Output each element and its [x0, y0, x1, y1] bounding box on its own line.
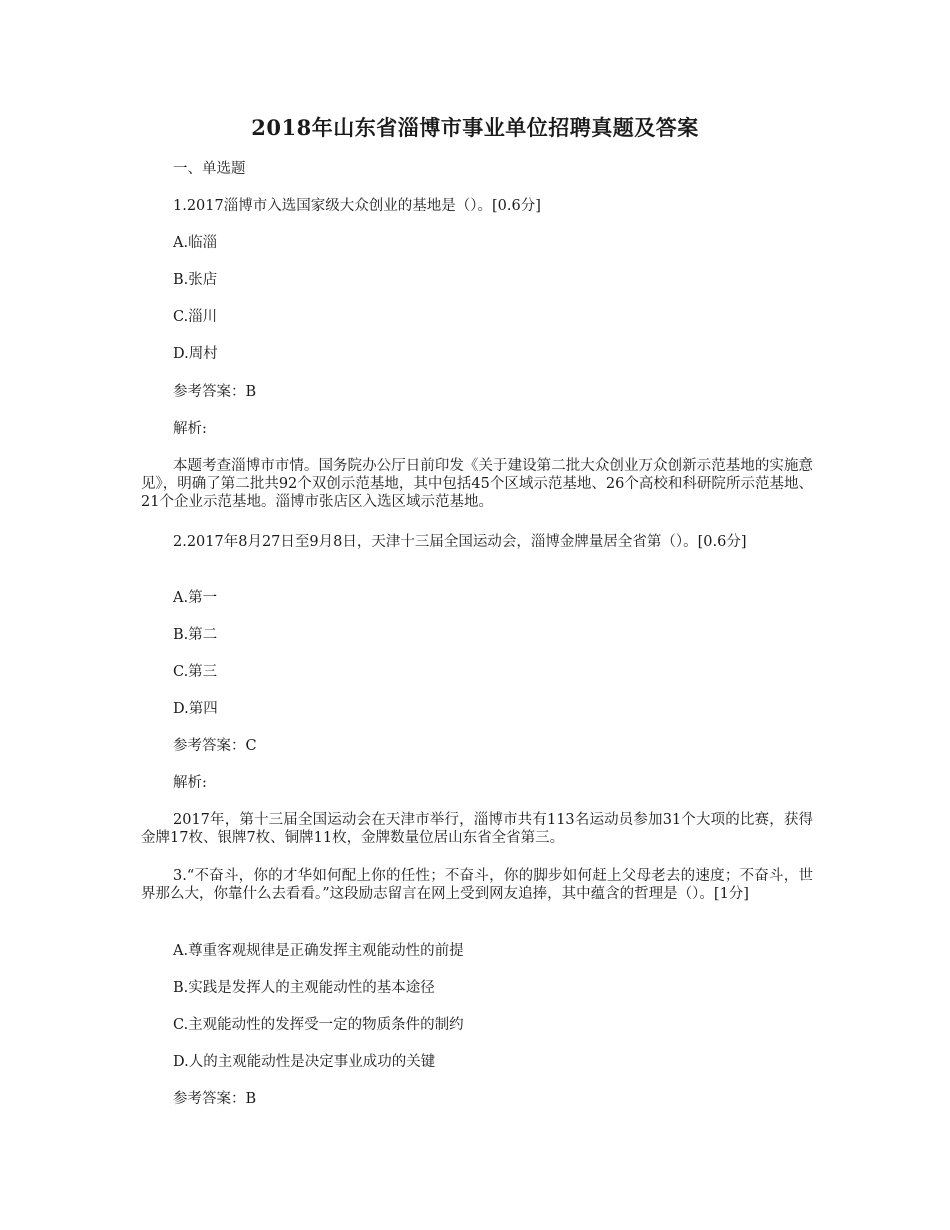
question-3-option-c: C.主观能动性的发挥受一定的物质条件的制约	[173, 1017, 464, 1033]
question-2-analysis: 2017年，第十三届全国运动会在天津市举行，淄博市共有113名运动员参加31个大项的比赛，获得金牌17枚、银牌7枚、铜牌11枚，金牌数量位居山东省全省第三。	[141, 812, 813, 846]
question-3-stem: 3.“不奋斗，你的才华如何配上你的任性；不奋斗，你的脚步如何赶上父母老去的速度；不奋斗，世界那么大，你靠什么去看看。”这段励志留言在网上受到网友追捧，其中蕴含的哲理是（）。[1分]	[141, 868, 813, 902]
question-2-answer: 参考答案：C	[173, 738, 257, 754]
question-1-option-c: C.淄川	[173, 309, 218, 325]
question-1-answer: 参考答案：B	[173, 384, 257, 400]
question-3-option-b: B.实践是发挥人的主观能动性的基本途径	[173, 980, 435, 996]
question-3-option-d: D.人的主观能动性是决定事业成功的关键	[173, 1054, 436, 1070]
question-2-option-d: D.第四	[173, 701, 218, 717]
document-title: 2018年山东省淄博市事业单位招聘真题及答案	[251, 115, 699, 140]
section-heading: 一、单选题	[173, 161, 246, 177]
question-3-answer: 参考答案：B	[173, 1091, 257, 1107]
question-1-option-b: B.张店	[173, 272, 218, 288]
question-1-option-d: D.周村	[173, 346, 218, 362]
question-1-option-a: A.临淄	[173, 235, 218, 251]
question-2-stem: 2.2017年8月27日至9月8日，天津十三届全国运动会，淄博金牌量居全省第（）。[0.6分]	[173, 534, 747, 550]
question-1-analysis-label: 解析:	[173, 421, 207, 437]
question-2-option-b: B.第二	[173, 627, 218, 643]
question-2-option-a: A.第一	[173, 590, 218, 606]
question-1-stem: 1.2017淄博市入选国家级大众创业的基地是（）。[0.6分]	[173, 198, 541, 214]
question-1-analysis: 本题考查淄博市市情。国务院办公厅日前印发《关于建设第二批大众创业万众创新示范基地的实施意见》，明确了第二批共92个双创示范基地，其中包括45个区域示范基地、26个高校和科研院所示范基地、21个企业示范基地。淄博市张店区入选区域示范基地。	[141, 458, 813, 510]
question-2-option-c: C.第三	[173, 664, 218, 680]
question-2-analysis-label: 解析:	[173, 775, 207, 791]
question-3-option-a: A.尊重客观规律是正确发挥主观能动性的前提	[173, 943, 464, 959]
